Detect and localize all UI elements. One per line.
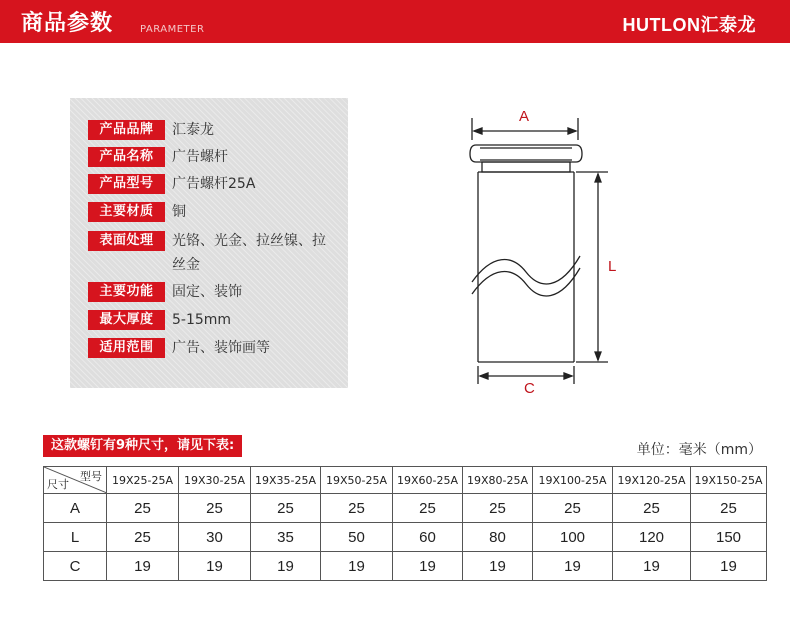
size-table [43,466,767,581]
table-cell: 19 [321,552,393,581]
table-cell: 25 [321,494,393,523]
spec-row-model [88,174,342,196]
screw-dimension-diagram [462,104,622,404]
spec-label: 表面处理 [88,231,165,251]
spec-panel [70,98,348,388]
table-cell: 19 [613,552,691,581]
spec-label: 主要材质 [88,202,165,222]
table-cell: 19 [251,552,321,581]
table-cell: 25 [107,494,179,523]
table-row [44,523,767,552]
table-cell: 19 [107,552,179,581]
spec-value: 汇泰龙 [172,122,214,138]
table-header-cell: 19X25-25A [107,467,179,494]
spec-label: 产品名称 [88,147,165,167]
spec-row-finish [88,231,332,277]
table-cell: 80 [463,523,533,552]
page-subtitle: PARAMETER [140,24,205,35]
table-header-row [44,467,767,494]
spec-label: 最大厚度 [88,310,165,330]
screw-drawing-icon [462,104,622,404]
dimension-label-c: C [524,380,535,397]
corner-bottom-label: 尺寸 [47,478,69,491]
table-cell: 25 [533,494,613,523]
table-header-cell: 19X35-25A [251,467,321,494]
spec-row-name [88,147,342,169]
table-cell: 25 [691,494,767,523]
table-header-cell: 19X150-25A [691,467,767,494]
table-cell: 25 [179,494,251,523]
row-name-cell: L [44,523,107,552]
table-cell: 25 [251,494,321,523]
table-cell: 19 [179,552,251,581]
row-name-cell: C [44,552,107,581]
table-cell: 19 [393,552,463,581]
table-cell: 25 [393,494,463,523]
table-header-cell: 19X60-25A [393,467,463,494]
spec-value: 广告螺杆25A [172,176,256,192]
table-cell: 60 [393,523,463,552]
table-cell: 120 [613,523,691,552]
brand-logo: HUTLON汇泰龙 [622,15,756,35]
spec-row-brand [88,120,342,142]
table-header-cell: 19X30-25A [179,467,251,494]
table-row [44,552,767,581]
spec-value: 广告、装饰画等 [172,340,270,356]
table-cell: 25 [613,494,691,523]
spec-label: 产品品牌 [88,120,165,140]
size-note-banner: 这款螺钉有9种尺寸，请见下表: [43,435,242,457]
table-cell: 30 [179,523,251,552]
table-cell: 100 [533,523,613,552]
table-cell: 19 [463,552,533,581]
spec-row-thickness [88,310,342,332]
unit-label: 单位：毫米（mm） [636,442,762,458]
table-header-cell: 19X120-25A [613,467,691,494]
spec-label: 产品型号 [88,174,165,194]
spec-label: 主要功能 [88,282,165,302]
table-cell: 25 [463,494,533,523]
table-header-cell: 19X50-25A [321,467,393,494]
table-header-cell: 19X100-25A [533,467,613,494]
table-cell: 35 [251,523,321,552]
spec-value: 光铬、光金、拉丝镍、拉丝金 [172,233,326,273]
table-corner-cell [44,467,107,494]
spec-row-usage [88,338,342,360]
spec-value: 广告螺杆 [172,149,228,165]
row-name-cell: A [44,494,107,523]
corner-top-label: 型号 [80,470,102,483]
page-title: 商品参数 [21,11,114,36]
table-cell: 25 [107,523,179,552]
table-header-cell: 19X80-25A [463,467,533,494]
dimension-label-a: A [519,108,530,125]
table-cell: 19 [691,552,767,581]
table-cell: 150 [691,523,767,552]
header-bar [0,0,790,43]
spec-value: 铜 [172,204,186,220]
spec-label: 适用范围 [88,338,165,358]
spec-row-function [88,282,342,304]
spec-row-material [88,202,342,224]
table-cell: 50 [321,523,393,552]
spec-value: 固定、装饰 [172,284,242,300]
table-cell: 19 [533,552,613,581]
spec-value: 5-15mm [172,312,232,328]
dimension-label-l: L [608,258,617,275]
table-row [44,494,767,523]
